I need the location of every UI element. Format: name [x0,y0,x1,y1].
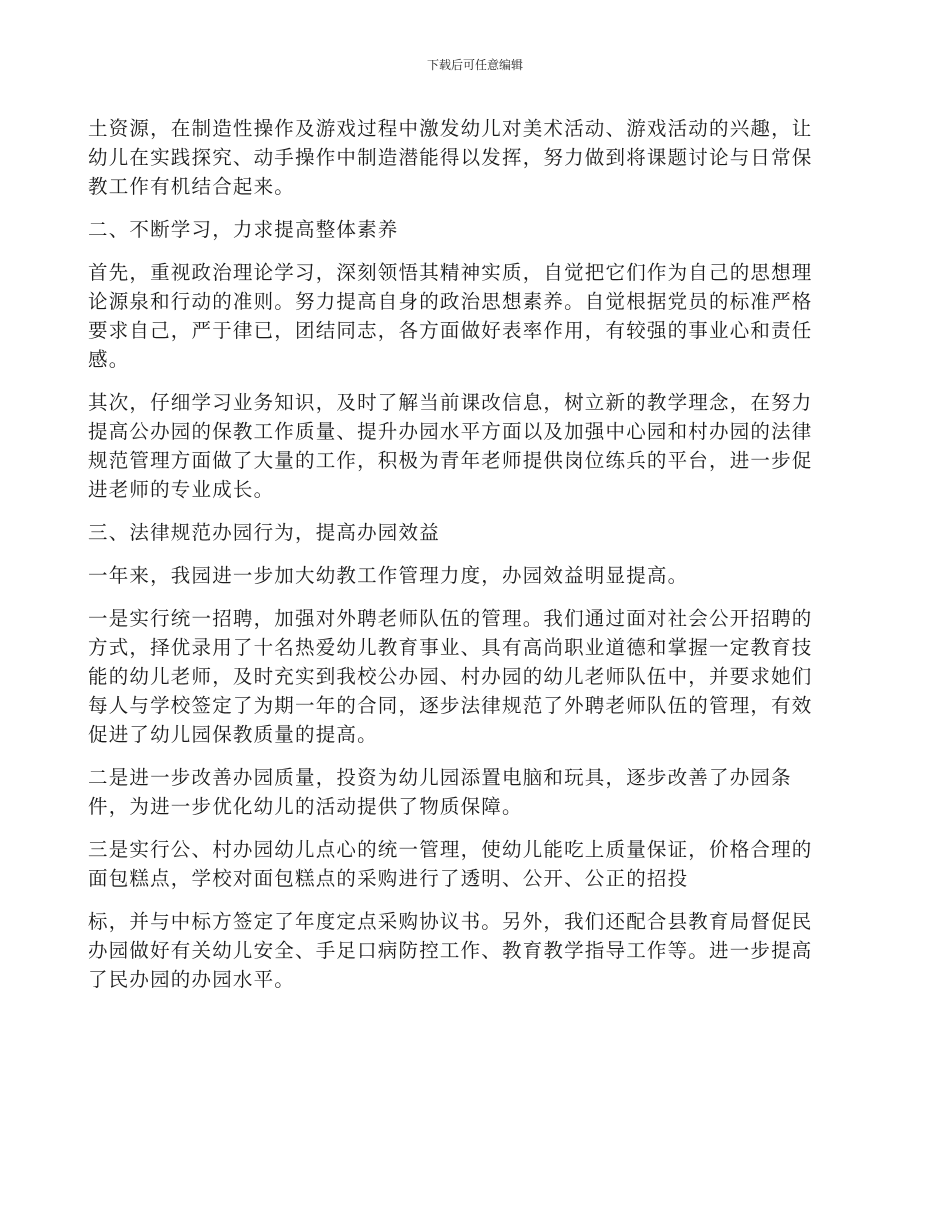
paragraph-3 [88,258,868,374]
text-line: 一是实行统一招聘，加强对外聘老师队伍的管理。我们通过面对社会公开招聘的 [88,607,813,630]
text-line: 了民办园的办园水平。 [88,968,296,991]
text-line: 首先，重视政治理论学习，深刻领悟其精神实质，自觉把它们作为自己的思想理 [88,261,813,284]
text-line: 教工作有机结合起来。 [88,175,296,198]
text-line: 进老师的专业成长。 [88,478,275,501]
paragraph-8 [88,763,868,821]
text-line: 办园做好有关幼儿安全、手足口病防控工作、教育教学指导工作等。进一步提高 [88,939,813,962]
text-line: 方式，择优录用了十名热爱幼儿教育事业、具有高尚职业道德和掌握一定教育技 [88,636,813,659]
text-line: 件，为进一步优化幼儿的活动提供了物质保障。 [88,795,523,818]
heading-line: 三、法律规范办园行为，提高办园效益 [88,521,440,544]
section-heading-2 [88,215,868,244]
text-line: 二是进一步改善办园质量，投资为幼儿园添置电脑和玩具，逐步改善了办园条 [88,766,792,789]
text-line: 能的幼儿老师，及时充实到我校公办园、村办园的幼儿老师队伍中，并要求她们 [88,665,813,688]
heading-line: 二、不断学习，力求提高整体素养 [88,218,399,241]
text-line: 规范管理方面做了大量的工作，积极为青年老师提供岗位练兵的平台，进一步促 [88,449,813,472]
paragraph-9 [88,835,868,893]
text-line: 其次，仔细学习业务知识，及时了解当前课改信息，树立新的教学理念，在努力 [88,391,813,414]
paragraph-6 [88,561,868,590]
text-line: 要求自己，严于律已，团结同志，各方面做好表率作用，有较强的事业心和责任 [88,319,813,342]
paragraph-4 [88,388,868,504]
paragraph-10 [88,907,868,994]
text-line: 论源泉和行动的准则。努力提高自身的政治思想素养。自觉根据党员的标准严格 [88,290,813,313]
text-line: 一年来，我园进一步加大幼教工作管理力度，办园效益明显提高。 [88,564,689,587]
text-line: 标，并与中标方签定了年度定点采购协议书。另外，我们还配合县教育局督促民 [88,910,813,933]
text-line: 土资源，在制造性操作及游戏过程中激发幼儿对美术活动、游戏活动的兴趣，让 [88,117,813,140]
paragraph-7 [88,604,868,749]
text-line: 幼儿在实践探究、动手操作中制造潜能得以发挥，努力做到将课题讨论与日常保 [88,146,813,169]
text-line: 三是实行公、村办园幼儿点心的统一管理，使幼儿能吃上质量保证，价格合理的 [88,838,813,861]
paragraph-1 [88,114,868,201]
section-heading-3 [88,518,868,547]
document-body [88,114,868,1008]
page-header: 下载后可任意编辑 [426,58,523,72]
text-line: 每人与学校签定了为期一年的合同，逐步法律规范了外聘老师队伍的管理，有效 [88,694,813,717]
text-line: 面包糕点，学校对面包糕点的采购进行了透明、公开、公正的招投 [88,867,689,890]
text-line: 提高公办园的保教工作质量、提升办园水平方面以及加强中心园和村办园的法律 [88,420,813,443]
text-line: 感。 [88,348,130,371]
text-line: 促进了幼儿园保教质量的提高。 [88,723,378,746]
